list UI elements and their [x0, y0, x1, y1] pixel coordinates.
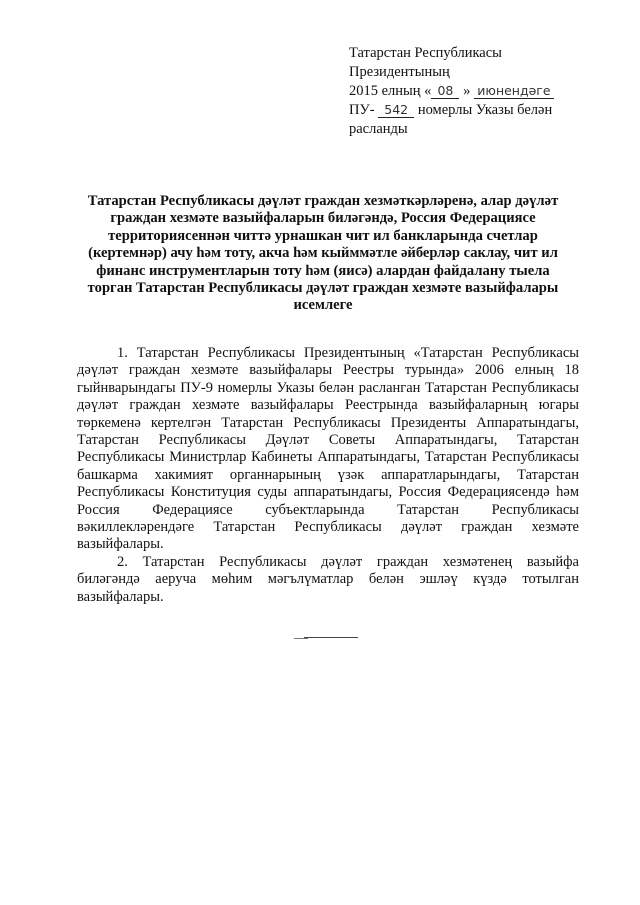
approval-date-month: июнендәге — [474, 83, 554, 99]
document-body — [77, 345, 579, 606]
paragraph-1: 1. Татарстан Республикасы Президентының «Татарстан Республикасы дәүләт граждан хезмәте вазыйфалары Реестры турында» 2006 елның 18 гыйнварындагы ПУ-9 номерлы Указы белән расланган Татарстан Республикасы дәүләт граждан хезмәте вазыйфалары Реестрында вазыйфаларның югары төркеменә кертелгән Татарстан Республикасы Президенты Аппаратындагы, Татарстан Республикасы Дәүләт Советы Аппаратындагы, Татарстан Республикасы Министрлар Кабинеты Аппаратындагы, Татарстан Республикасы башкарма хакимият органнарының үзәк аппаратларындагы, Татарстан Республикасы Конституция суды аппаратындагы, Россия Федерациясендә һәм Россия Федерациясе субъектларында Татарстан Республикасы вәкиллекләрендәге Татарстан Республикасы дәүләт граждан хезмәте вазыйфалары. — [77, 345, 579, 553]
separator-tick — [294, 638, 308, 639]
document-title: Татарстан Республикасы дәүләт граждан хезмәткәрләренә, алар дәүләт граждан хезмәте вазыйфаларын биләгәндә, Россия Федерациясе территориясеннән читтә урнашкан чит ил банкларында счетлар (кертемнәр) ачу һәм тоту, акча һәм кыйммәтле әйберләр саклау, чит ил финанс инструментларын тоту һәм (яисә) алардан файдалану тыела торган Татарстан Республикасы дәүләт граждан хезмәте вазыйфалары исемлеге — [87, 193, 559, 314]
approval-date-prefix: 2015 елның « — [349, 83, 432, 99]
approval-date-mid: » — [463, 83, 471, 99]
approval-number-line — [349, 101, 599, 120]
approval-date-day: 08 — [431, 83, 459, 99]
approval-line-2: Президентының — [349, 64, 450, 80]
approval-date-line — [349, 82, 599, 101]
approval-number-value: 542 — [378, 102, 414, 118]
end-separator — [304, 637, 358, 638]
approval-number-prefix: ПУ- — [349, 102, 375, 118]
approval-line-5: расланды — [349, 121, 408, 137]
approval-number-suffix: номерлы Указы белән — [417, 102, 553, 118]
approval-block — [349, 44, 599, 139]
approval-line-1: Татарстан Республикасы — [349, 45, 502, 61]
paragraph-2: 2. Татарстан Республикасы дәүләт граждан хезмәтенең вазыйфа биләгәндә аеруча мөһим мәгълүматлар белән эшләү күздә тотылган вазыйфалары. — [77, 553, 579, 605]
